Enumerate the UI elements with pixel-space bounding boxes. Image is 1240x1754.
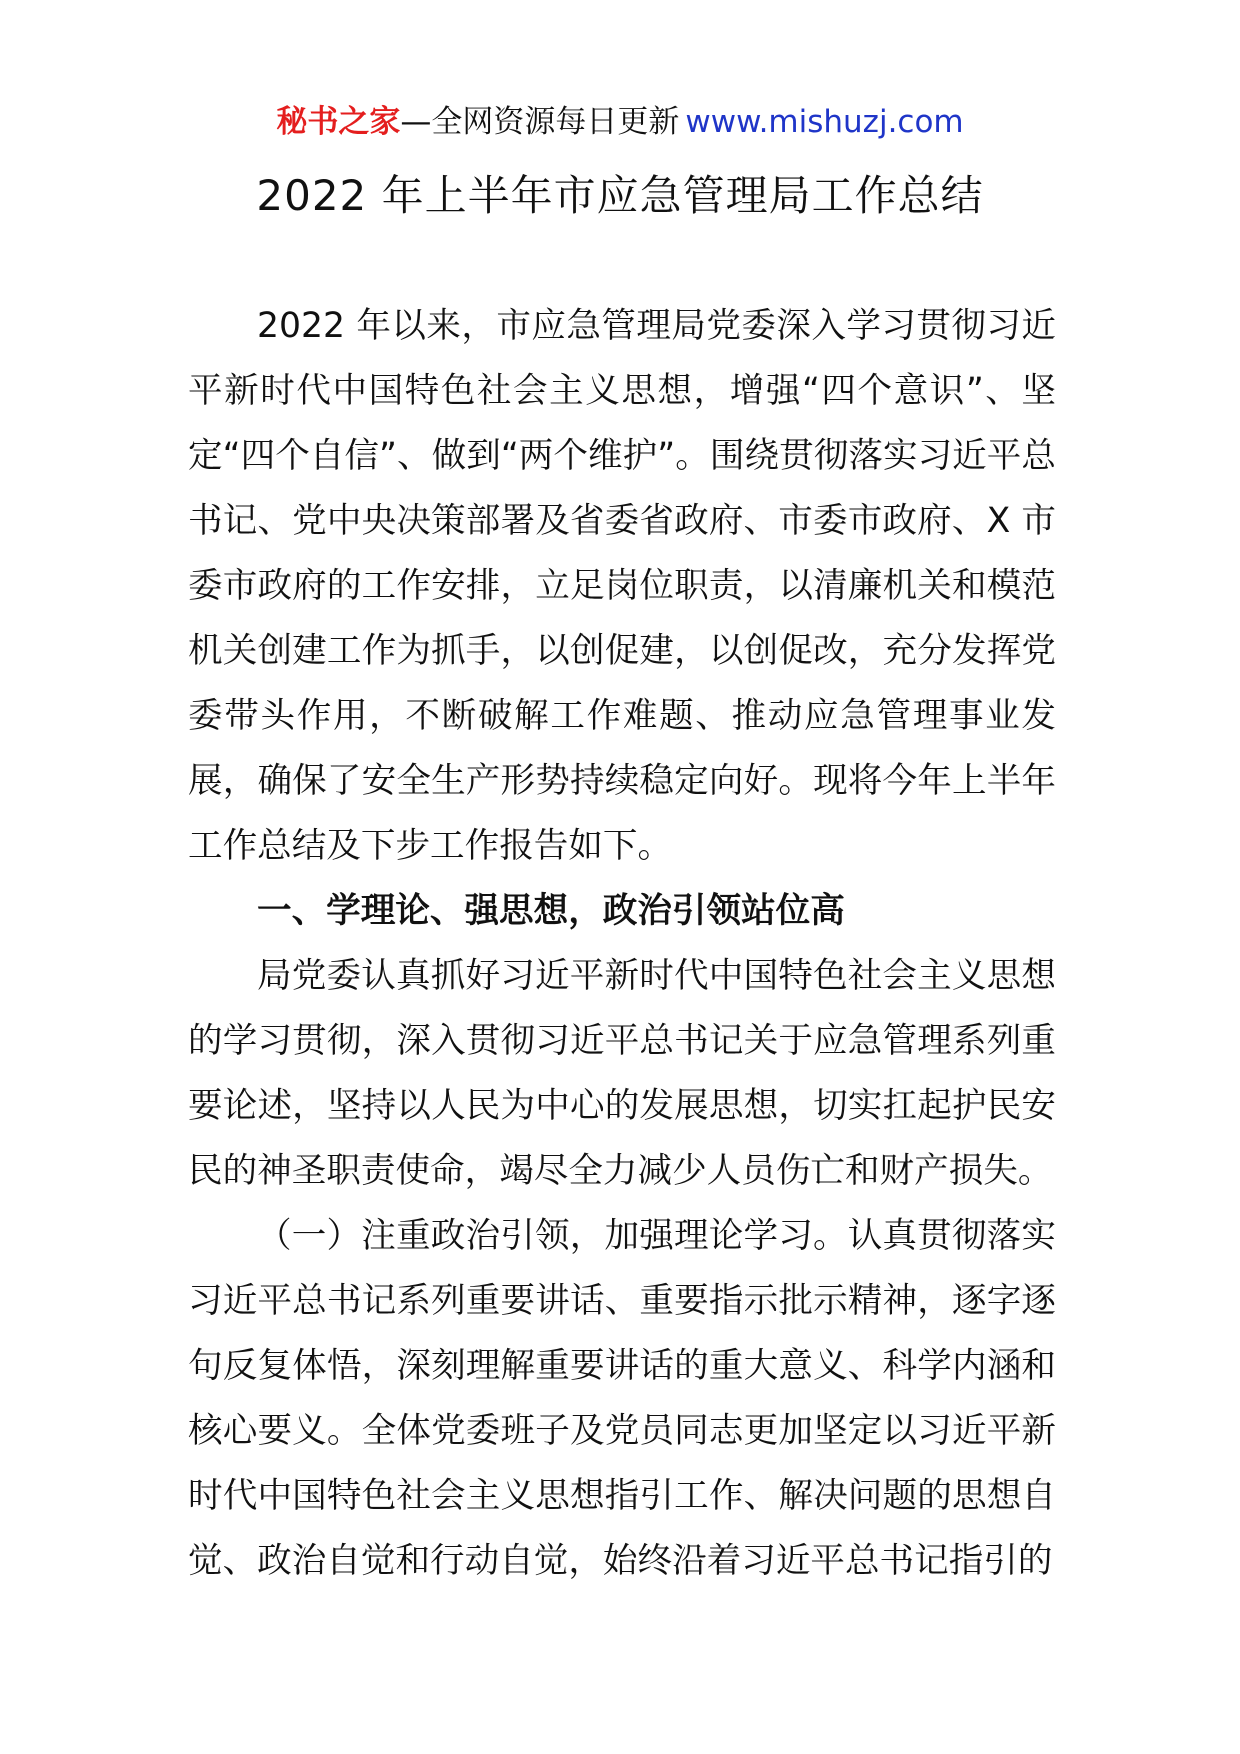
document-title: 2022 年上半年市应急管理局工作总结 [256,171,984,220]
banner-tagline: —全网资源每日更新 [400,104,680,140]
intro-paragraph: 2022 年以来，市应急管理局党委深入学习贯彻习近平新时代中国特色社会主义思想，增强“四个意识”、坚定“四个自信”、做到“两个维护”。围绕贯彻落实习近平总书记、党中央决策部署及省委省政府、市委市政府、X 市委市政府的工作安排，立足岗位职责，以清廉机关和模范机关创建工作为抓手，以创促建，以创促改，充分发挥党委带头作用，不断破解工作难题、推动应急管理事业发展，确保了安全生产形势持续稳定向好。现将今年上半年工作总结及下步工作报告如下。 [188,306,1056,866]
section-heading-1: 一、学理论、强思想，政治引领站位高 [257,891,845,931]
site-banner [0,100,1240,144]
subsection-1-paragraph: （一）注重政治引领，加强理论学习。认真贯彻落实习近平总书记系列重要讲话、重要指示批示精神，逐字逐句反复体悟，深刻理解重要讲话的重大意义、科学内涵和核心要义。全体党委班子及党员同志更加坚定以习近平新时代中国特色社会主义思想指引工作、解决问题的思想自觉、政治自觉和行动自觉，始终沿着习近平总书记指引的 [188,1216,1056,1581]
section-1-paragraph: 局党委认真抓好习近平新时代中国特色社会主义思想的学习贯彻，深入贯彻习近平总书记关于应急管理系列重要论述，坚持以人民为中心的发展思想，切实扛起护民安民的神圣职责使命，竭尽全力减少人员伤亡和财产损失。 [188,956,1056,1191]
document-body [188,294,1056,1594]
site-url-link[interactable]: www.mishuzj.com [685,104,964,140]
brand-name: 秘书之家 [276,104,401,140]
